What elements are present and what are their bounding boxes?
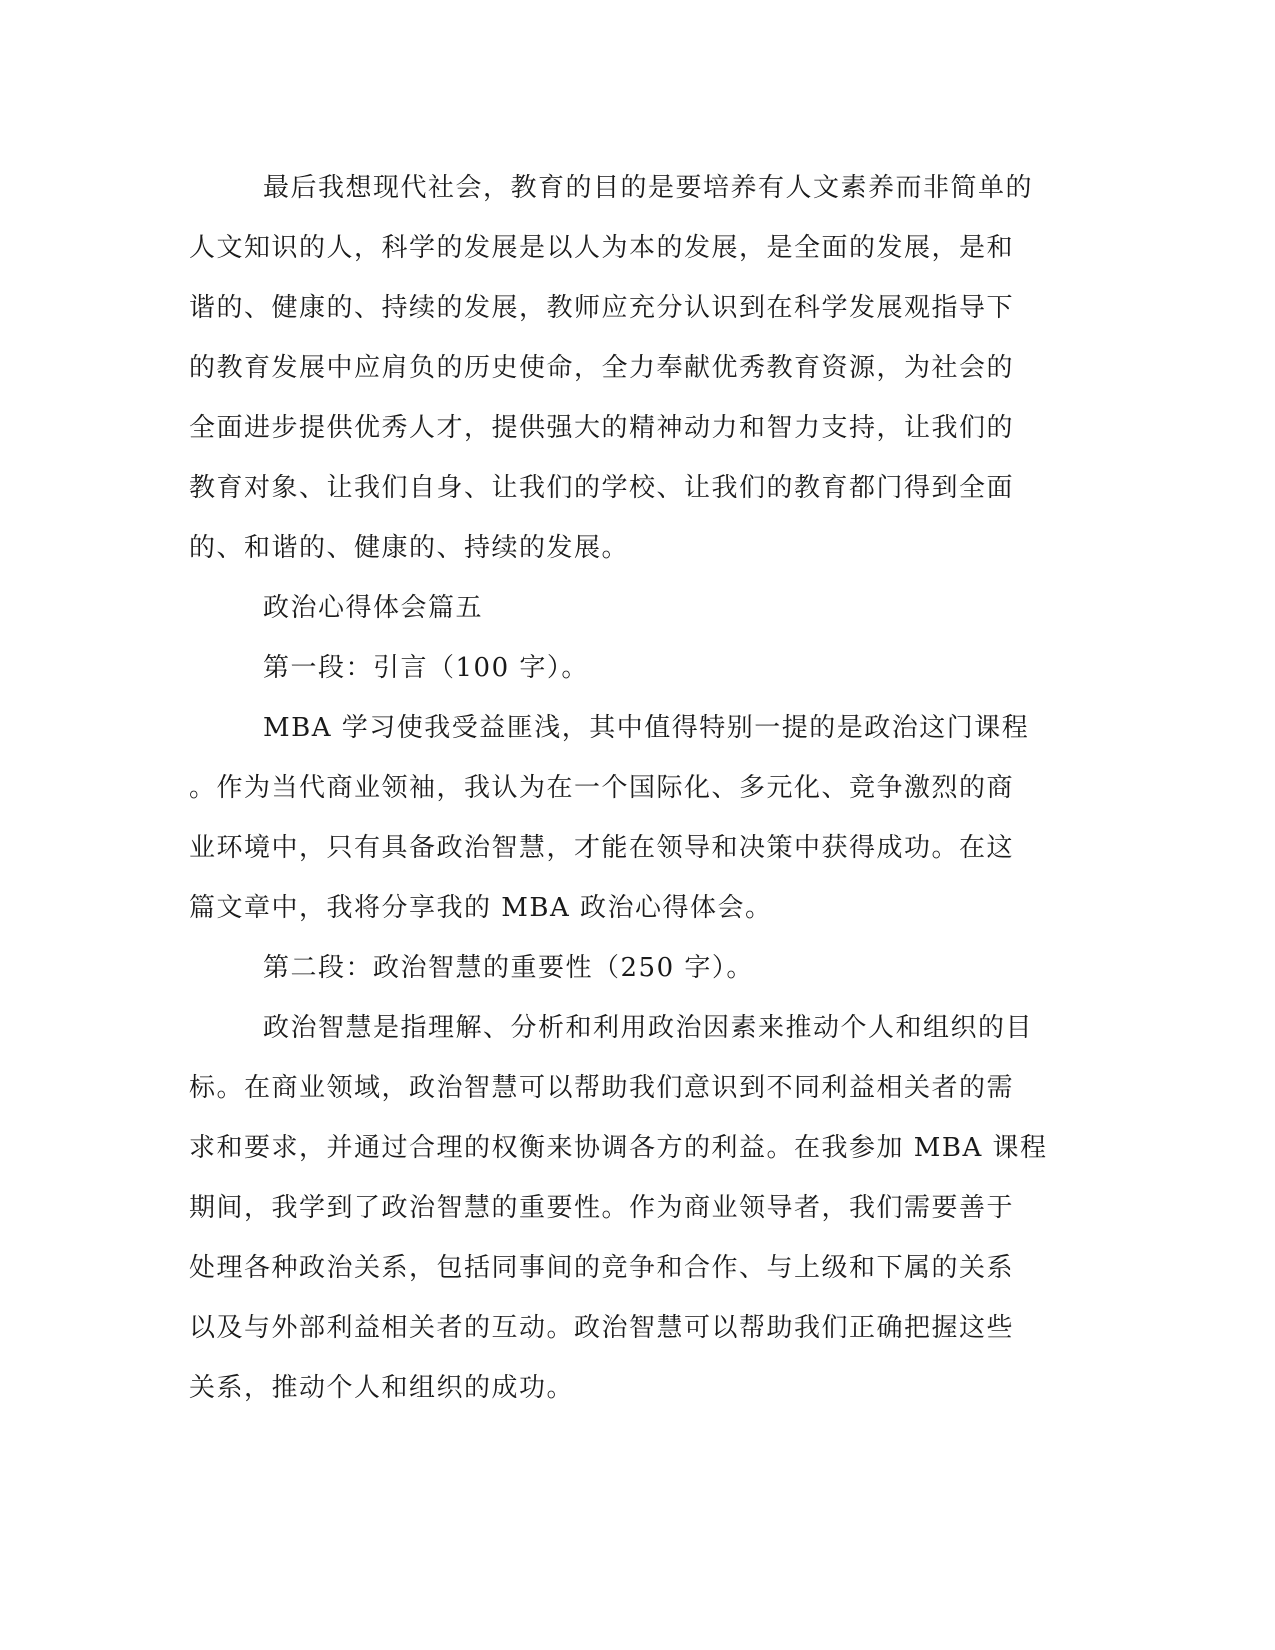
text-line: 标。在商业领域，政治智慧可以帮助我们意识到不同利益相关者的需 <box>189 1073 1015 1103</box>
text-line: 处理各种政治关系，包括同事间的竞争和合作、与上级和下属的关系 <box>189 1253 1015 1283</box>
text-line: 业环境中，只有具备政治智慧，才能在领导和决策中获得成功。在这 <box>189 833 1015 863</box>
text-line: 的、和谐的、健康的、持续的发展。 <box>189 533 630 563</box>
subsection-heading-1 <box>189 638 1079 698</box>
section-heading <box>189 578 1079 638</box>
text-line: 政治智慧是指理解、分析和利用政治因素来推动个人和组织的目 <box>263 1013 1034 1043</box>
subsection-heading-2 <box>189 938 1079 998</box>
text-line: 关系，推动个人和组织的成功。 <box>189 1373 575 1403</box>
paragraph-introduction <box>189 698 1079 938</box>
text-line: 教育对象、让我们自身、让我们的学校、让我们的教育都门得到全面 <box>189 473 1015 503</box>
text-line: 第一段：引言（100 字）。 <box>263 653 589 683</box>
text-line: 期间，我学到了政治智慧的重要性。作为商业领导者，我们需要善于 <box>189 1193 1015 1223</box>
text-line: 。作为当代商业领袖，我认为在一个国际化、多元化、竞争激烈的商 <box>189 773 1015 803</box>
paragraph-conclusion <box>189 158 1079 578</box>
document-body <box>189 158 1079 1418</box>
paragraph-political-wisdom <box>189 998 1079 1418</box>
text-line: 最后我想现代社会，教育的目的是要培养有人文素养而非简单的 <box>263 173 1034 203</box>
text-line: 全面进步提供优秀人才，提供强大的精神动力和智力支持，让我们的 <box>189 413 1015 443</box>
text-line: 政治心得体会篇五 <box>263 593 484 623</box>
text-line: 的教育发展中应肩负的历史使命，全力奉献优秀教育资源，为社会的 <box>189 353 1015 383</box>
text-line: 以及与外部利益相关者的互动。政治智慧可以帮助我们正确把握这些 <box>189 1313 1015 1343</box>
text-line: 人文知识的人，科学的发展是以人为本的发展，是全面的发展，是和 <box>189 233 1015 263</box>
text-line: 篇文章中，我将分享我的 MBA 政治心得体会。 <box>189 893 773 923</box>
text-line: 第二段：政治智慧的重要性（250 字）。 <box>263 953 754 983</box>
text-line: 求和要求，并通过合理的权衡来协调各方的利益。在我参加 MBA 课程 <box>189 1133 1048 1163</box>
text-line: MBA 学习使我受益匪浅，其中值得特别一提的是政治这门课程 <box>263 713 1030 743</box>
text-line: 谐的、健康的、持续的发展，教师应充分认识到在科学发展观指导下 <box>189 293 1015 323</box>
